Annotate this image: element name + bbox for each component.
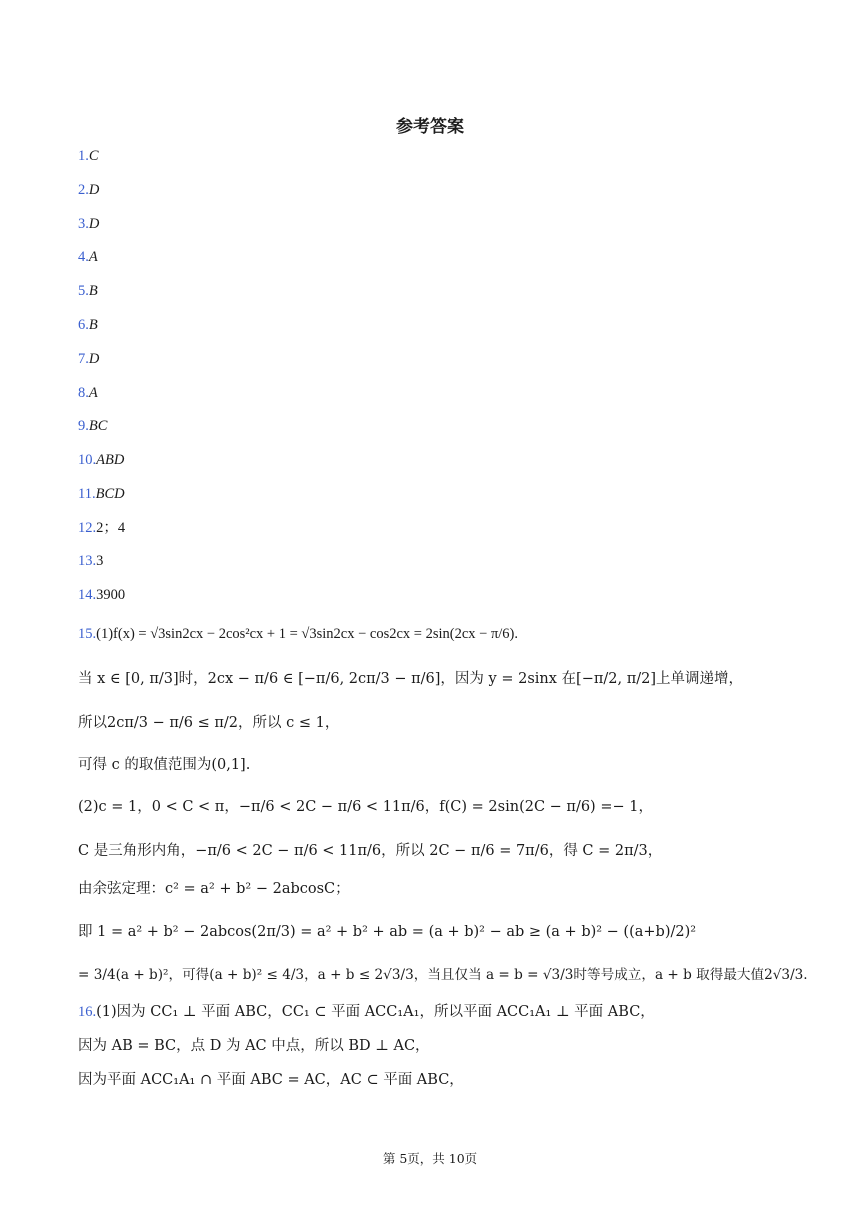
solution-line: [78, 624, 518, 644]
answer-number: 13.: [78, 553, 97, 569]
answer-number: 4.: [78, 249, 89, 265]
answer-item: [78, 315, 98, 335]
solution-line: 当 x ∈ [0, π/3]时，2cx − π/6 ∈ [−π/6, 2cπ/3 − π/6]，因为 y = 2sinx 在[−π/2, π/2]上单调递增，: [78, 671, 743, 687]
solution-line: = 3/4(a + b)²，可得(a + b)² ≤ 4/3，a + b ≤ 2√3/3，当且仅当 a = b = √3/3时等号成立，a + b 取得最大值2√3/3.: [78, 967, 808, 983]
answer-item: [78, 484, 125, 504]
answer-text: ABD: [96, 452, 125, 468]
answer-item: [78, 585, 125, 605]
answer-text: D: [88, 351, 100, 367]
solution-line: 由余弦定理：c² = a² + b² − 2abcosC；: [78, 881, 350, 897]
answer-number: 3.: [78, 216, 89, 232]
answer-number: 9.: [78, 418, 89, 434]
answer-item: [78, 518, 125, 538]
answer-text: 2；4: [96, 520, 126, 536]
solution-text: (1)f(x) = √3sin2cx − 2cos²cx + 1 = √3sin2cx − cos2cx = 2sin(2cx − π/6).: [96, 626, 519, 642]
answer-text: D: [88, 216, 100, 232]
answer-number: 10.: [78, 452, 97, 468]
answer-text: A: [88, 385, 98, 401]
answer-number: 12.: [78, 520, 97, 536]
answer-number: 7.: [78, 351, 89, 367]
answer-text: D: [88, 182, 100, 198]
question-number: 15.: [78, 626, 97, 642]
answer-text: BCD: [95, 486, 125, 502]
answer-text: 3900: [96, 587, 126, 603]
answer-text: B: [88, 283, 98, 299]
answer-item: [78, 450, 124, 470]
answer-number: 1.: [78, 148, 89, 164]
page-title: 参考答案: [396, 117, 464, 137]
answer-item: [78, 214, 99, 234]
answer-item: [78, 551, 103, 571]
answer-text: 3: [96, 553, 104, 569]
solution-line: 可得 c 的取值范围为(0,1].: [78, 757, 251, 773]
solution-text: (1)因为 CC₁ ⊥ 平面 ABC，CC₁ ⊂ 平面 ACC₁A₁，所以平面 ACC₁A₁ ⊥ 平面 ABC，: [96, 1004, 655, 1020]
question-number: 16.: [78, 1004, 97, 1020]
solution-line: C 是三角形内角，−π/6 < 2C − π/6 < 11π/6，所以 2C − π/6 = 7π/6，得 C = 2π/3，: [78, 843, 663, 859]
answer-number: 5.: [78, 283, 89, 299]
answer-item: [78, 383, 98, 403]
answer-number: 8.: [78, 385, 89, 401]
answer-text: A: [88, 249, 98, 265]
answer-text: B: [88, 317, 98, 333]
page-footer: 第 5页，共 10页: [382, 1151, 478, 1166]
solution-line: 所以2cπ/3 − π/6 ≤ π/2，所以 c ≤ 1，: [78, 715, 340, 731]
solution-line: 因为 AB = BC，点 D 为 AC 中点，所以 BD ⊥ AC，: [78, 1038, 430, 1054]
answer-number: 14.: [78, 587, 97, 603]
answer-item: [78, 247, 98, 267]
answer-text: BC: [88, 418, 108, 434]
solution-line: (2)c = 1，0 < C < π，−π/6 < 2C − π/6 < 11π/6，f(C) = 2sin(2C − π/6) =− 1，: [78, 799, 653, 815]
answer-item: [78, 281, 98, 301]
answer-text: C: [88, 148, 99, 164]
solution-line: 因为平面 ACC₁A₁ ∩ 平面 ABC = AC，AC ⊂ 平面 ABC，: [78, 1072, 464, 1088]
answer-number: 2.: [78, 182, 89, 198]
answer-item: [78, 349, 99, 369]
solution-line: 即 1 = a² + b² − 2abcos(2π/3) = a² + b² + ab = (a + b)² − ab ≥ (a + b)² − ((a+b)/2)²: [78, 924, 697, 940]
answer-number: 11.: [78, 486, 96, 502]
answer-item: [78, 146, 99, 166]
answer-item: [78, 416, 107, 436]
solution-line: [78, 1002, 655, 1022]
answer-number: 6.: [78, 317, 89, 333]
answer-item: [78, 180, 99, 200]
